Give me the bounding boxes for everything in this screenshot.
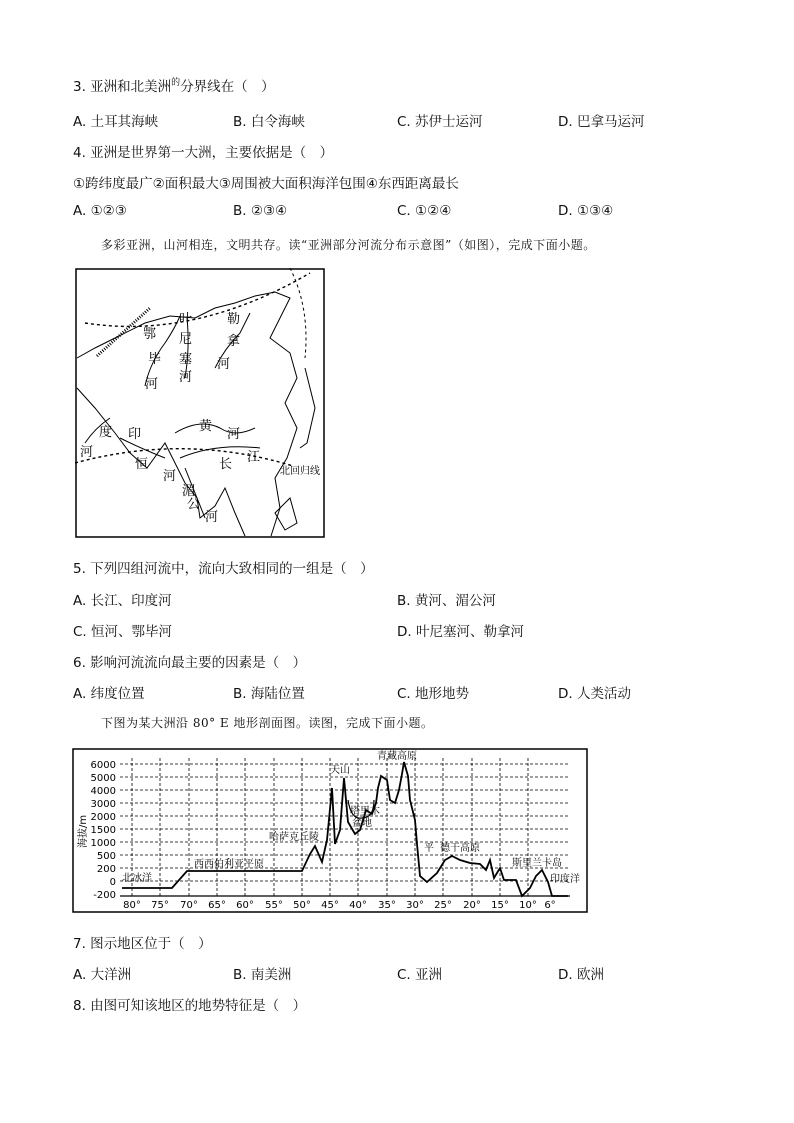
- q6-stem: 6. 影响河流流向最主要的因素是（ ）: [73, 655, 307, 671]
- q7-stem: 7. 图示地区位于（ ）: [73, 936, 212, 952]
- map-label-he-ob: 河: [145, 377, 159, 392]
- map-label-yin: 印: [128, 427, 142, 442]
- map-label-tropic: 北回归线: [280, 466, 320, 477]
- q8-stem: 8. 由图可知该地区的地势特征是（ ）: [73, 998, 307, 1014]
- label-qingzang: 青藏高原: [377, 751, 417, 762]
- label-srilanka: 斯里兰卡岛: [512, 858, 562, 869]
- xtick-70: 70°: [180, 900, 198, 911]
- map-label-du: 度: [99, 425, 113, 440]
- map-label-na: 拿: [227, 334, 241, 349]
- intro-profile: 下图为某大洲沿 80° E 地形剖面图。读图，完成下面小题。: [101, 716, 434, 730]
- map-label-he-huang: 河: [227, 427, 241, 442]
- xtick-30: 30°: [406, 900, 424, 911]
- map-label-he-indus: 河: [80, 445, 94, 460]
- label-west-siberia: 西西伯利亚平原: [194, 859, 264, 870]
- q7-option-a[interactable]: A. 大洋洲: [73, 967, 132, 983]
- ytick-200: 200: [96, 864, 116, 875]
- xtick-45: 45°: [321, 900, 339, 911]
- asia-river-map: [75, 268, 325, 542]
- map-label-ye: 叶: [179, 312, 193, 327]
- map-label-sai: 塞: [179, 352, 193, 367]
- xtick-6: 6°: [544, 900, 556, 911]
- q3-stem: [73, 75, 275, 95]
- q3-option-b[interactable]: B. 白令海峡: [233, 114, 305, 130]
- ytick-1500: 1500: [90, 825, 116, 836]
- map-label-jiang: 江: [247, 450, 261, 465]
- map-label-ni: 尼: [179, 332, 193, 347]
- map-label-le: 勒: [227, 312, 241, 327]
- xtick-60: 60°: [236, 900, 254, 911]
- ytick-2000: 2000: [90, 812, 116, 823]
- ytick-1000: 1000: [90, 838, 116, 849]
- q5-stem: 5. 下列四组河流中，流向大致相同的一组是（ ）: [73, 561, 374, 577]
- xtick-55: 55°: [265, 900, 283, 911]
- q4-statements: ①跨纬度最广②面积最大③周围被大面积海洋包围④东西距离最长: [73, 176, 459, 192]
- map-label-he-lena: 河: [217, 357, 231, 372]
- q4-option-d[interactable]: D. ①③④: [558, 203, 614, 219]
- q4-option-b[interactable]: B. ②③④: [233, 203, 288, 219]
- y-axis-label: 海拔/m: [78, 814, 89, 848]
- map-label-he-mekong: 河: [205, 510, 219, 525]
- map-label-huang: 黄: [199, 419, 213, 434]
- q3-stem-a: 3. 亚洲和北美洲: [73, 79, 172, 95]
- label-kazakh: 哈萨克丘陵: [269, 832, 319, 843]
- q3-stem-sup: 的: [171, 78, 181, 88]
- q5-option-b[interactable]: B. 黄河、湄公河: [397, 593, 496, 609]
- ytick-500: 500: [96, 851, 116, 862]
- label-arctic: 北冰洋: [122, 873, 152, 884]
- q5-option-c[interactable]: C. 恒河、鄂毕河: [73, 624, 173, 640]
- ytick-minus200: -200: [93, 890, 116, 901]
- map-label-he-yen: 河: [179, 370, 193, 385]
- q4-option-c[interactable]: C. ①②④: [397, 203, 452, 219]
- q4-option-a[interactable]: A. ①②③: [73, 203, 127, 219]
- ytick-6000: 6000: [90, 760, 116, 771]
- label-tarim-a: 塔里木: [350, 806, 380, 817]
- q5-option-d[interactable]: D. 叶尼塞河、勒拿河: [397, 624, 524, 640]
- ytick-5000: 5000: [90, 773, 116, 784]
- label-indian-ocean: 印度洋: [550, 874, 580, 885]
- map-label-bi: 毕: [148, 352, 162, 367]
- xtick-65: 65°: [208, 900, 226, 911]
- q7-option-c[interactable]: C. 亚洲: [397, 967, 443, 983]
- q6-option-c[interactable]: C. 地形地势: [397, 686, 470, 702]
- q3-option-a[interactable]: A. 土耳其海峡: [73, 114, 159, 130]
- xtick-35: 35°: [378, 900, 396, 911]
- label-tarim-b: 盆地: [352, 818, 372, 829]
- map-label-chang: 长: [219, 457, 233, 472]
- xtick-15: 15°: [491, 900, 509, 911]
- intro-map: 多彩亚洲，山河相连，文明共存。读“亚洲部分河流分布示意图”（如图），完成下面小题。: [101, 238, 596, 252]
- q7-option-b[interactable]: B. 南美洲: [233, 967, 292, 983]
- ytick-3000: 3000: [90, 799, 116, 810]
- xtick-20: 20°: [463, 900, 481, 911]
- q6-option-a[interactable]: A. 纬度位置: [73, 686, 145, 702]
- terrain-profile: [72, 748, 588, 917]
- map-label-mei: 湄: [182, 484, 196, 499]
- q3-stem-b: 分界线在（ ）: [180, 79, 275, 95]
- q6-option-d[interactable]: D. 人类活动: [558, 686, 631, 702]
- q3-option-d[interactable]: D. 巴拿马运河: [558, 114, 645, 130]
- xtick-10: 10°: [519, 900, 537, 911]
- ytick-4000: 4000: [90, 786, 116, 797]
- q7-option-d[interactable]: D. 欧洲: [558, 967, 604, 983]
- q5-option-a[interactable]: A. 长江、印度河: [73, 593, 172, 609]
- label-deccan: 德干高原: [440, 843, 480, 854]
- xtick-75: 75°: [151, 900, 169, 911]
- ytick-0: 0: [109, 877, 116, 888]
- q4-stem: 4. 亚洲是世界第一大洲，主要依据是（ ）: [73, 145, 334, 161]
- q3-option-c[interactable]: C. 苏伊士运河: [397, 114, 483, 130]
- map-label-he-ganges: 河: [163, 469, 177, 484]
- map-label-heng: 恒: [135, 457, 149, 472]
- label-tianshan: 天山: [330, 765, 350, 776]
- label-ganges-plain: 平: [424, 843, 434, 854]
- xtick-80: 80°: [123, 900, 141, 911]
- xtick-40: 40°: [349, 900, 367, 911]
- xtick-50: 50°: [293, 900, 311, 911]
- map-label-gong: 公: [187, 497, 201, 512]
- map-label-e: 鄂: [143, 327, 157, 342]
- xtick-25: 25°: [434, 900, 452, 911]
- q6-option-b[interactable]: B. 海陆位置: [233, 686, 305, 702]
